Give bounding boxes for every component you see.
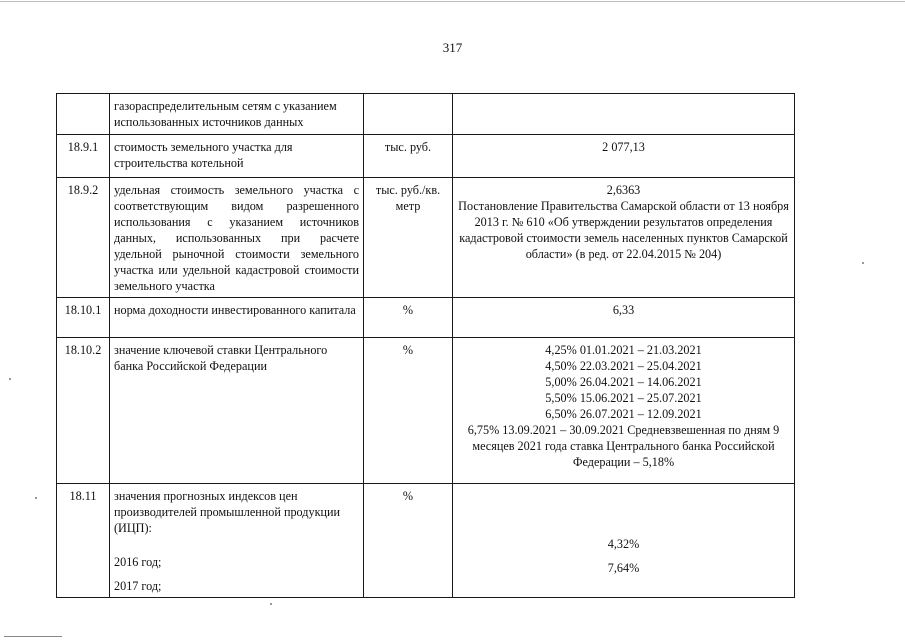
table-row xyxy=(57,338,795,484)
value-number: 2,6363 xyxy=(606,183,641,197)
row-unit: % xyxy=(364,484,453,598)
index-heading: значения прогнозных индексов цен производителей промышленной продукции (ИЦП): xyxy=(114,489,341,535)
year-label: 2016 год; xyxy=(114,555,162,569)
row-code: 18.10.1 xyxy=(57,298,110,338)
row-value: 6,33 xyxy=(453,298,795,338)
row-name xyxy=(110,484,364,598)
spacer xyxy=(114,536,359,554)
year-value: 7,64% xyxy=(607,561,640,575)
page-number: 317 xyxy=(442,40,463,55)
row-code: 18.9.1 xyxy=(57,135,110,178)
row-name: газораспределительным сетям с указанием использованных источников данных xyxy=(110,94,364,135)
year-label: 2017 год; xyxy=(114,579,162,593)
rate-line: 4,50% 22.03.2021 – 25.04.2021 xyxy=(545,359,702,373)
row-unit xyxy=(364,94,453,135)
tariff-parameters-table xyxy=(56,93,795,598)
scan-speck xyxy=(9,378,11,380)
row-name: стоимость земельного участка для строительства котельной xyxy=(110,135,364,178)
row-unit: тыс. руб./кв. метр xyxy=(364,178,453,298)
table-row xyxy=(57,135,795,178)
scan-speck xyxy=(862,262,864,264)
table-row xyxy=(57,298,795,338)
row-value: 2 077,13 xyxy=(453,135,795,178)
year-value: 4,32% xyxy=(607,537,640,551)
table-row xyxy=(57,94,795,135)
spacer xyxy=(457,488,790,536)
rate-line: 4,25% 01.01.2021 – 21.03.2021 xyxy=(545,343,702,357)
row-code: 18.11 xyxy=(57,484,110,598)
row-value xyxy=(453,338,795,484)
row-unit: % xyxy=(364,298,453,338)
scan-speck xyxy=(270,603,272,605)
row-value xyxy=(453,178,795,298)
bottom-edge-line xyxy=(4,636,62,637)
row-code xyxy=(57,94,110,135)
row-unit: % xyxy=(364,338,453,484)
row-value xyxy=(453,94,795,135)
table-row xyxy=(57,484,795,598)
row-name: значение ключевой ставки Центрального банка Российской Федерации xyxy=(110,338,364,484)
table-row xyxy=(57,178,795,298)
row-unit: тыс. руб. xyxy=(364,135,453,178)
spacer xyxy=(114,570,359,578)
top-edge-line xyxy=(0,1,905,2)
row-name: удельная стоимость земельного участка с соответствующим видом разрешенного использования с указанием источников данных, использованных при расчете удельной рыночной стоимости земельного участка или удельной кадастровой стоимости земельного участка xyxy=(110,178,364,298)
value-source: Постановление Правительства Самарской области от 13 ноября 2013 г. № 610 «Об утверждении результатов определения кадастровой стоимости земель населенных пунктов Самарской области» (в ред. от 22.04.2015 № 204) xyxy=(458,199,789,261)
row-code: 18.9.2 xyxy=(57,178,110,298)
scan-speck xyxy=(35,497,37,499)
rate-line: 6,50% 26.07.2021 – 12.09.2021 xyxy=(545,407,702,421)
rate-line: 5,50% 15.06.2021 – 25.07.2021 xyxy=(545,391,702,405)
spacer xyxy=(457,552,790,560)
row-name: норма доходности инвестированного капитала xyxy=(110,298,364,338)
row-value xyxy=(453,484,795,598)
rate-line: 6,75% 13.09.2021 – 30.09.2021 Средневзвешенная по дням 9 месяцев 2021 года ставка Центрального банка Российской Федерации – 5,18% xyxy=(467,423,780,469)
rate-line: 5,00% 26.04.2021 – 14.06.2021 xyxy=(545,375,702,389)
row-code: 18.10.2 xyxy=(57,338,110,484)
